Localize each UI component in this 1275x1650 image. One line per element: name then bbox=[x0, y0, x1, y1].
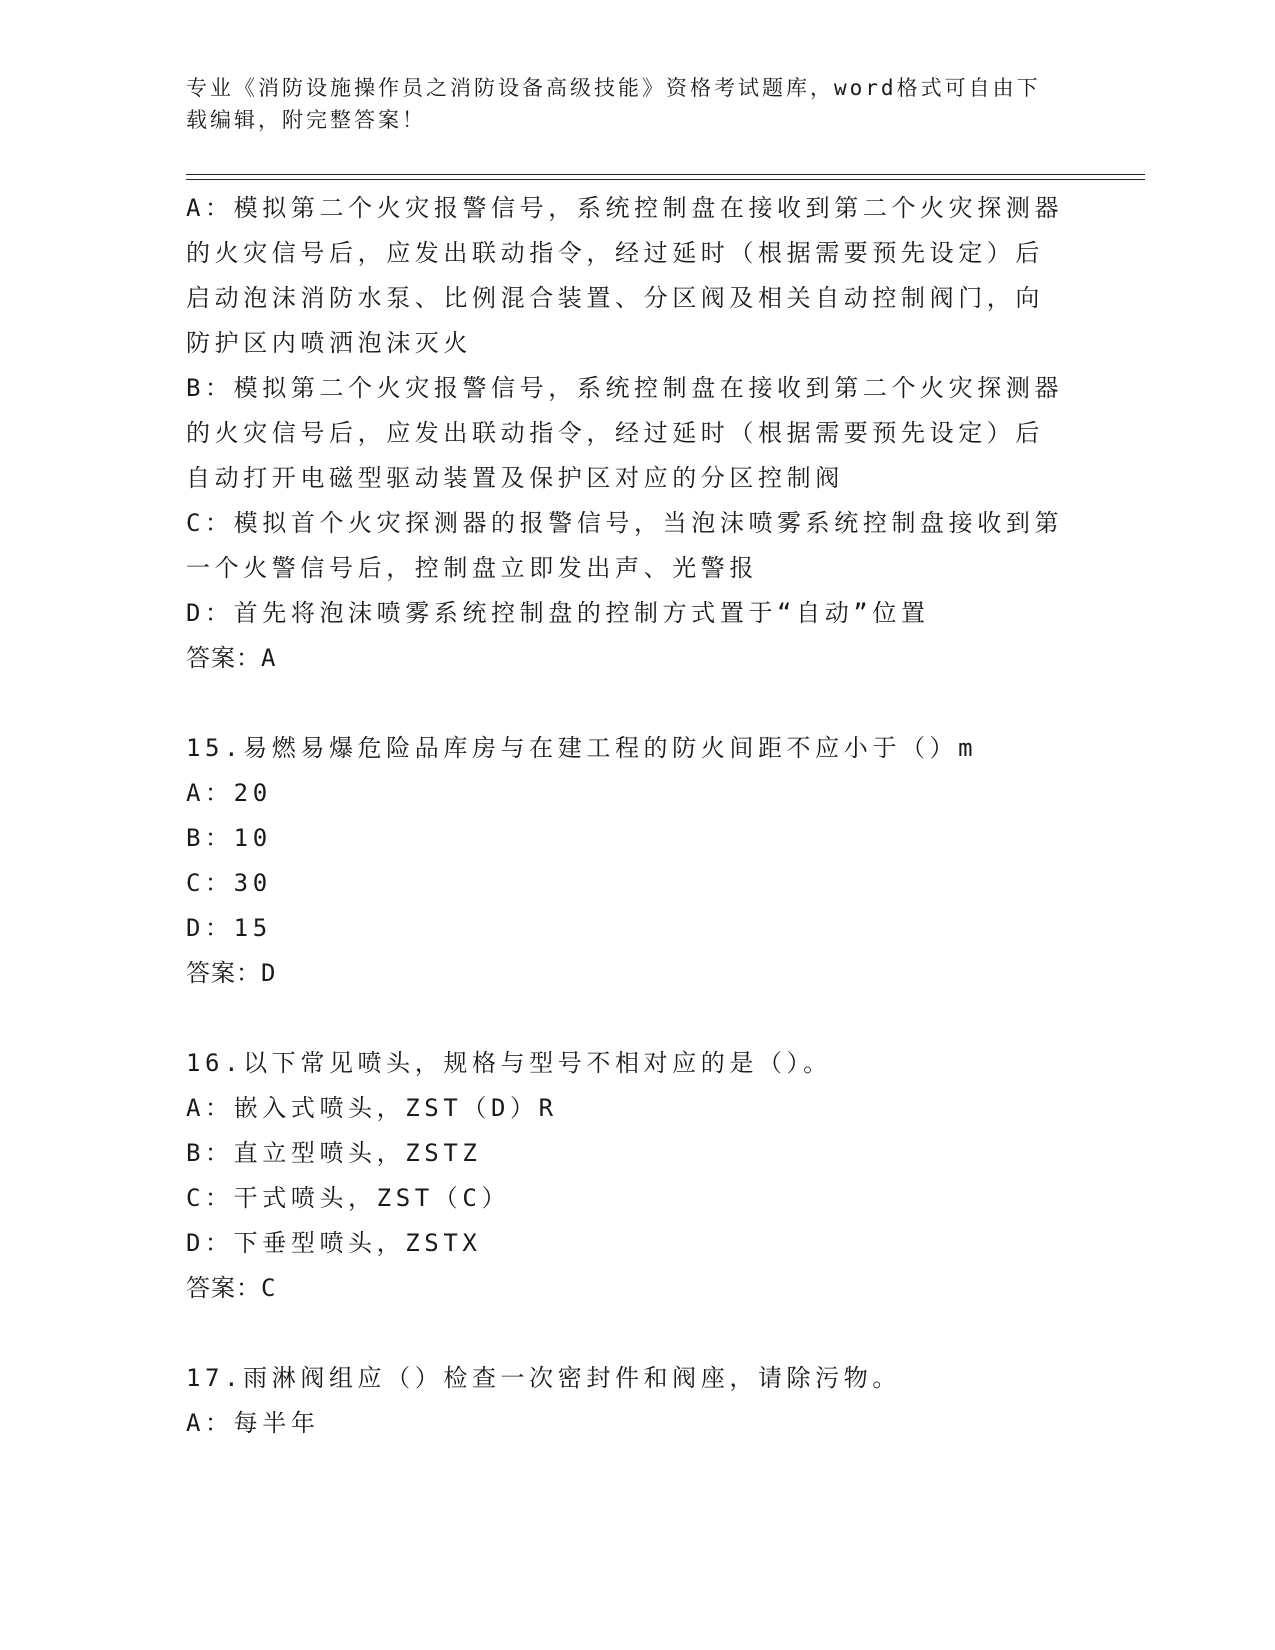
q15-option-c: C：30 bbox=[186, 869, 272, 897]
q14-option-c-line-2: 一个火警信号后，控制盘立即发出声、光警报 bbox=[186, 554, 758, 582]
q15-option-d: D：15 bbox=[186, 914, 272, 942]
question-gap bbox=[186, 681, 1086, 726]
q14-option-d: D：首先将泡沫喷雾系统控制盘的控制方式置于“自动”位置 bbox=[186, 599, 930, 627]
q17-question: 17.雨淋阀组应（）检查一次密封件和阀座，请除污物。 bbox=[186, 1364, 901, 1392]
q14-answer: 答案：A bbox=[186, 644, 277, 672]
header-line-1: 专业《消防设施操作员之消防设备高级技能》资格考试题库，word格式可自由下 bbox=[186, 76, 1041, 100]
q14-option-b-line-2: 的火灾信号后，应发出联动指令，经过延时（根据需要预先设定）后 bbox=[186, 419, 1044, 447]
header-divider-top bbox=[186, 174, 1145, 175]
question-15-block bbox=[186, 726, 1086, 996]
q16-option-b: B：直立型喷头，ZSTZ bbox=[186, 1139, 482, 1167]
header-line-2: 载编辑，附完整答案！ bbox=[186, 108, 426, 132]
question-gap bbox=[186, 1311, 1086, 1356]
question-14-block bbox=[186, 186, 1086, 681]
question-gap bbox=[186, 996, 1086, 1041]
q14-option-a-line-2: 的火灾信号后，应发出联动指令，经过延时（根据需要预先设定）后 bbox=[186, 239, 1044, 267]
q17-option-a: A：每半年 bbox=[186, 1409, 320, 1437]
q16-answer: 答案：C bbox=[186, 1274, 277, 1302]
question-16-block bbox=[186, 1041, 1086, 1311]
q15-question: 15.易燃易爆危险品库房与在建工程的防火间距不应小于（）m bbox=[186, 734, 978, 762]
q14-option-a-line-3: 启动泡沫消防水泵、比例混合装置、分区阀及相关自动控制阀门，向 bbox=[186, 284, 1044, 312]
q14-option-a-line-4: 防护区内喷洒泡沫灭火 bbox=[186, 329, 472, 357]
q16-question: 16.以下常见喷头，规格与型号不相对应的是（）。 bbox=[186, 1049, 832, 1077]
q14-option-b-line-1: B：模拟第二个火灾报警信号，系统控制盘在接收到第二个火灾探测器 bbox=[186, 374, 1064, 402]
q15-option-a: A：20 bbox=[186, 779, 272, 807]
q16-option-c: C：干式喷头，ZST（C） bbox=[186, 1184, 511, 1212]
document-body bbox=[186, 186, 1086, 1446]
q14-option-c-line-1: C：模拟首个火灾探测器的报警信号，当泡沫喷雾系统控制盘接收到第 bbox=[186, 509, 1064, 537]
q14-option-b-line-3: 自动打开电磁型驱动装置及保护区对应的分区控制阀 bbox=[186, 464, 844, 492]
question-17-block bbox=[186, 1356, 1086, 1446]
q16-option-d: D：下垂型喷头，ZSTX bbox=[186, 1229, 482, 1257]
q15-option-b: B：10 bbox=[186, 824, 272, 852]
document-header bbox=[186, 72, 1066, 136]
q14-option-a-line-1: A：模拟第二个火灾报警信号，系统控制盘在接收到第二个火灾探测器 bbox=[186, 194, 1064, 222]
q15-answer: 答案：D bbox=[186, 959, 277, 987]
q16-option-a: A：嵌入式喷头，ZST（D）R bbox=[186, 1094, 558, 1122]
header-divider-bottom bbox=[186, 179, 1145, 180]
